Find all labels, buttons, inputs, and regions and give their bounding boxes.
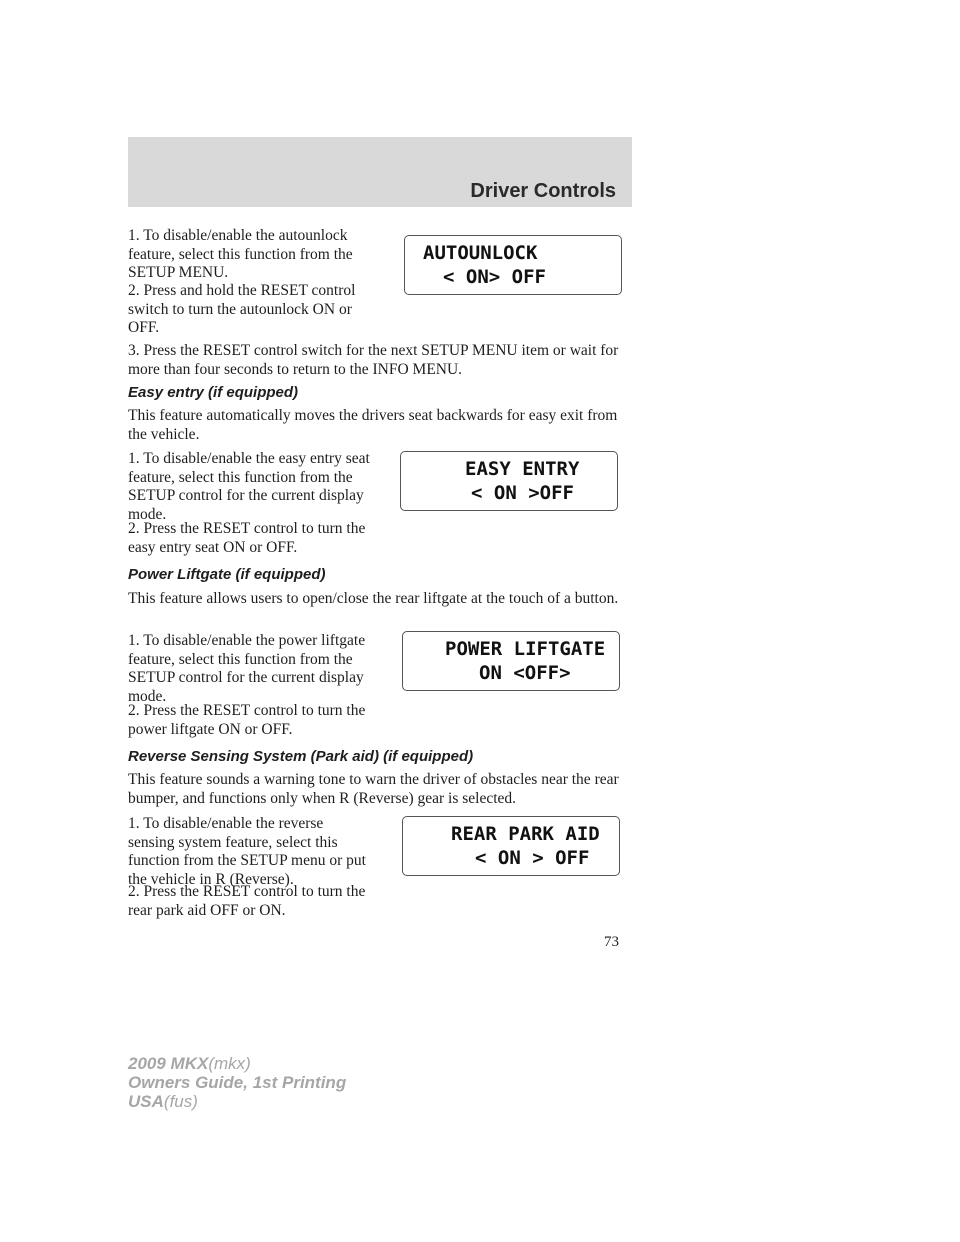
park-aid-step-1: 1. To disable/enable the reverse sensing system feature, select this function from the SETUP menu or put the vehicle in R (Reverse). [128, 815, 366, 888]
park-aid-display [402, 816, 620, 876]
power-liftgate-intro: This feature allows users to open/close the rear liftgate at the touch of a button. [128, 590, 619, 607]
footer-model-line [128, 1054, 346, 1073]
park-aid-heading: Reverse Sensing System (Park aid) (if equipped) [128, 748, 474, 765]
footer-region-code: (fus) [163, 1092, 198, 1111]
easy-entry-display [400, 451, 618, 511]
section-title: Driver Controls [470, 180, 616, 202]
power-liftgate-step-1: 1. To disable/enable the power liftgate feature, select this function from the SETUP control for the current display mode. [128, 632, 366, 705]
footer-guide: Owners Guide, 1st Printing [128, 1073, 347, 1092]
park-aid-display-line-2: < ON > OFF [475, 847, 590, 869]
park-aid-intro: This feature sounds a warning tone to warn the driver of obstacles near the rear bumper, and functions only when R (Reverse) gear is selected. [128, 771, 619, 807]
easy-entry-display-line-1: EASY ENTRY [465, 458, 580, 480]
easy-entry-step-1: 1. To disable/enable the easy entry seat feature, select this function from the SETUP control for the current display mode. [128, 450, 370, 523]
autounlock-display-line-1: AUTOUNLOCK [423, 242, 538, 264]
power-liftgate-display [402, 631, 620, 691]
power-liftgate-display-line-2: ON <OFF> [479, 662, 571, 684]
footer [128, 1054, 346, 1111]
autounlock-display-line-2: < ON> OFF [443, 266, 546, 288]
easy-entry-display-line-2: < ON >OFF [471, 482, 574, 504]
power-liftgate-display-line-1: POWER LIFTGATE [445, 638, 606, 660]
easy-entry-heading: Easy entry (if equipped) [128, 384, 299, 401]
easy-entry-step-2: 2. Press the RESET control to turn the easy entry seat ON or OFF. [128, 520, 366, 556]
autounlock-step-1: 1. To disable/enable the autounlock feature, select this function from the SETUP MENU. [128, 227, 353, 281]
autounlock-step-3: 3. Press the RESET control switch for the next SETUP MENU item or wait for more than four seconds to return to the INFO MENU. [128, 342, 619, 378]
footer-region-line [128, 1092, 346, 1111]
footer-model-code: (mkx) [208, 1054, 251, 1073]
power-liftgate-step-2: 2. Press the RESET control to turn the power liftgate ON or OFF. [128, 702, 366, 738]
park-aid-step-2: 2. Press the RESET control to turn the rear park aid OFF or ON. [128, 883, 366, 919]
power-liftgate-heading: Power Liftgate (if equipped) [128, 566, 326, 583]
footer-region: USA [128, 1092, 164, 1111]
autounlock-step-2: 2. Press and hold the RESET control switch to turn the autounlock ON or OFF. [128, 282, 356, 336]
park-aid-display-line-1: REAR PARK AID [451, 823, 600, 845]
autounlock-display [404, 235, 622, 295]
footer-model: 2009 MKX [128, 1054, 209, 1073]
page-number: 73 [604, 934, 619, 950]
header-band [128, 137, 632, 207]
easy-entry-intro: This feature automatically moves the drivers seat backwards for easy exit from the vehicle. [128, 407, 618, 443]
